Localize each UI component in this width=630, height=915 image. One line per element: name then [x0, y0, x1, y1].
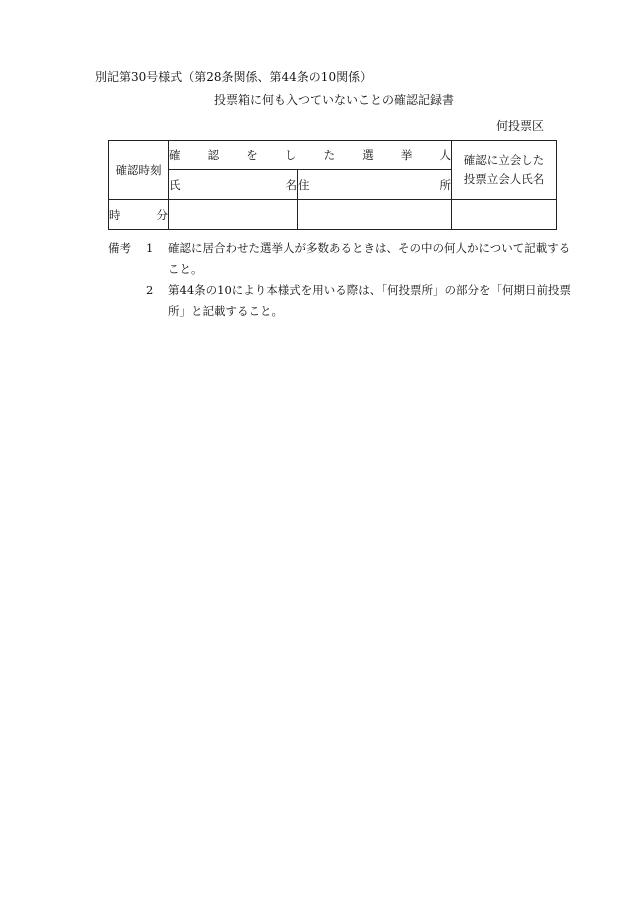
note-item [108, 280, 578, 322]
name-header: 氏名 [169, 170, 298, 200]
witness-header-cell [452, 141, 557, 200]
confirmation-record-table [108, 140, 557, 230]
form-reference: 別記第30号様式（第28条関係、第44条の10関係） [95, 70, 373, 84]
name-entry-cell [169, 200, 298, 230]
address-entry-cell [298, 200, 452, 230]
note-number: 2 [146, 283, 154, 297]
witness-header-line1: 確認に立会した [463, 153, 545, 167]
note-text: 第44条の10により本様式を用いる際は、「何投票所」の部分を「何期日前投票所」と記載すること。 [168, 283, 572, 318]
time-header-cell [109, 141, 169, 200]
note-text: 確認に居合わせた選挙人が多数あるときは、その中の何人かについて記載すること。 [168, 241, 571, 276]
document-title: 投票箱に何も入つていないことの確認記録書 [214, 93, 455, 107]
witness-entry-cell [452, 200, 557, 230]
notes-label: 備考 [108, 241, 131, 255]
notes-section [108, 238, 578, 322]
note-item [108, 238, 578, 280]
time-header: 確認時刻 [115, 163, 162, 177]
time-value: 時分 [109, 200, 169, 230]
district-label: 何投票区 [495, 119, 544, 133]
address-header: 住所 [298, 170, 452, 200]
witness-header-line2: 投票立会人氏名 [463, 172, 545, 186]
note-number: 1 [146, 241, 154, 255]
voter-header: 確認をした選挙人 [169, 141, 452, 170]
